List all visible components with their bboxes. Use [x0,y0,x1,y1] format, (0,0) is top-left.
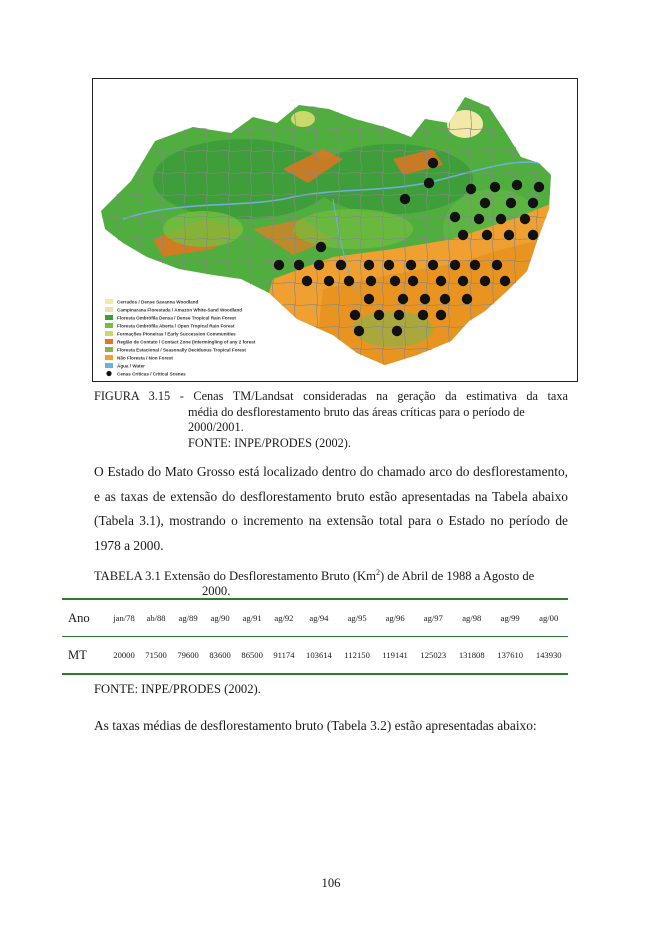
critical-scene-dot [294,260,304,270]
legend-label: Cerrados / Dense Savanna Woodland [117,299,199,305]
critical-scene-dot [324,276,334,286]
critical-scene-dot [480,276,490,286]
legend-swatch [105,355,113,360]
legend-swatch [105,323,113,328]
critical-scene-dot [504,230,514,240]
table-cell-value: 143930 [529,637,568,675]
critical-scene-dot [274,260,284,270]
critical-scene-dot [528,230,538,240]
table-cell-value: 112150 [338,637,376,675]
table-cell-value: 137610 [491,637,529,675]
critical-scene-dot [462,294,472,304]
critical-scene-dot [440,294,450,304]
table-cell-value: 131808 [453,637,491,675]
closing-paragraph: As taxas médias de desflorestamento bruto (Tabela 3.2) estão apresentadas abaixo: [94,718,537,733]
critical-scene-dot [392,326,402,336]
critical-scene-dot [400,194,410,204]
critical-scene-dot [500,276,510,286]
table-caption-line-1 [94,566,568,584]
critical-scene-dot [512,180,522,190]
critical-scene-dot [474,214,484,224]
table-cell-value: 119141 [376,637,414,675]
table-cell-value: 79600 [172,637,204,675]
table-cell-value: 20000 [108,637,140,675]
legend-label: Cenas Críticas / Critical Scenes [117,371,186,377]
legend-swatch [105,299,113,304]
legend-label: Floresta Ombrófila Aberta / Open Tropical Rain Forest [117,323,235,329]
critical-scene-dot [424,178,434,188]
critical-scene-dot [344,276,354,286]
body-paragraph: O Estado do Mato Grosso está localizado dentro do chamado arco do desflorestamento, e as taxas de extensão do desflorestamento bruto estão apresentadas na Tabela abaixo (Tabela 3.1), mostrando o incremento na extensão total para o Estado no período de 1978 a 2000. [94,464,568,553]
table-column-header: ag/94 [300,599,338,637]
figure-caption-line-2: média do desflorestamento bruto das áreas críticas para o período de [188,404,525,419]
table-cell-value: 125023 [414,637,452,675]
critical-scene-dot [470,260,480,270]
critical-scene-dot [534,182,544,192]
table-cell-value: 86500 [236,637,268,675]
critical-scene-dot [458,276,468,286]
figure-caption-source: FONTE: INPE/PRODES (2002). [188,435,351,450]
table-cell-value: 83600 [204,637,236,675]
critical-scene-dot [316,242,326,252]
table-caption [94,566,568,598]
critical-scene-dot [458,230,468,240]
table-cell-value: 71500 [140,637,172,675]
legend-swatch [105,339,113,344]
critical-scene-dot [384,260,394,270]
table-column-header: ag/00 [529,599,568,637]
table-column-header: ag/89 [172,599,204,637]
figure-caption-line-3: 2000/2001. [188,420,244,434]
table-data-row [62,637,568,675]
table-caption-text-b: ) de Abril de 1988 a Agosto de [379,569,535,584]
critical-scene-dot [408,276,418,286]
critical-scene-dot [398,294,408,304]
map-legend [105,299,256,377]
critical-scene-dot [406,260,416,270]
legend-label: Floresta Ombrófila Densa / Dense Tropical Rain Forest [117,315,236,321]
critical-scene-dot [314,260,324,270]
critical-scene-dot [482,230,492,240]
table-header-label: Ano [62,599,108,637]
critical-scene-dot [364,260,374,270]
table-caption-line-2: 2000. [202,583,231,598]
figure-caption-line-1: FIGURA 3.15 - Cenas TM/Landsat consideradas na geração da estimativa da taxa [94,389,568,403]
legend-label: Água / Water [117,363,145,369]
critical-scene-dot [436,310,446,320]
deforestation-table [62,598,568,675]
critical-scene-dot [428,260,438,270]
legend-swatch [105,315,113,320]
critical-scene-dot [366,276,376,286]
table-cell-value: 103614 [300,637,338,675]
critical-scene-dot [394,310,404,320]
critical-scene-dot [450,212,460,222]
critical-scene-dot [450,260,460,270]
critical-scene-dot [506,198,516,208]
legend-swatch [105,363,113,368]
critical-scene-dot [528,198,538,208]
critical-scene-dot [428,158,438,168]
legend-label: Floresta Estacional / Seasonally Deciduous Tropical Forest [117,347,246,353]
critical-scene-dot [480,198,490,208]
amazon-forest-map-figure [92,78,578,382]
table-column-header: ag/98 [453,599,491,637]
critical-scene-dot [466,184,476,194]
critical-scene-dot [302,276,312,286]
table-column-header: ab/88 [140,599,172,637]
legend-label: Não Floresta / Non Forest [117,355,173,361]
critical-scene-dot [420,294,430,304]
critical-scene-dot [364,294,374,304]
legend-swatch [105,347,113,352]
table-caption-text-a: TABELA 3.1 Extensão do Desflorestamento Bruto (Km [94,569,376,584]
legend-label: Campinarana Florestada / Amazon White-Sand Woodland [117,307,243,313]
table-row-label: MT [62,637,108,675]
table-column-header: jan/78 [108,599,140,637]
critical-scene-dot [520,214,530,224]
table-source: FONTE: INPE/PRODES (2002). [94,682,261,696]
table-caption-superscript: 2 [375,568,380,577]
critical-scene-dot [496,214,506,224]
table-cell-value: 91174 [268,637,300,675]
legend-swatch [106,371,111,376]
critical-scene-dot [436,276,446,286]
legend-label: Formações Pioneiras / Early Succession Communities [117,331,236,337]
table-column-header: ag/97 [414,599,452,637]
critical-scene-dot [374,310,384,320]
critical-scene-dot [336,260,346,270]
page-number: 106 [321,876,341,890]
table-column-header: ag/90 [204,599,236,637]
critical-scene-dot [350,310,360,320]
table-column-header: ag/96 [376,599,414,637]
table-column-header: ag/92 [268,599,300,637]
figure-caption [94,389,568,451]
table-column-header: ag/99 [491,599,529,637]
legend-label: Região de Contato / Contact Zone (Intermingling of any 2 forest [117,339,256,345]
legend-swatch [105,331,113,336]
critical-scene-dot [418,310,428,320]
legend-swatch [105,307,113,312]
table-header-row [62,599,568,637]
critical-scene-dot [492,260,502,270]
table-column-header: ag/95 [338,599,376,637]
critical-scene-dot [390,276,400,286]
critical-scene-dot [490,182,500,192]
table-column-header: ag/91 [236,599,268,637]
critical-scene-dot [354,326,364,336]
